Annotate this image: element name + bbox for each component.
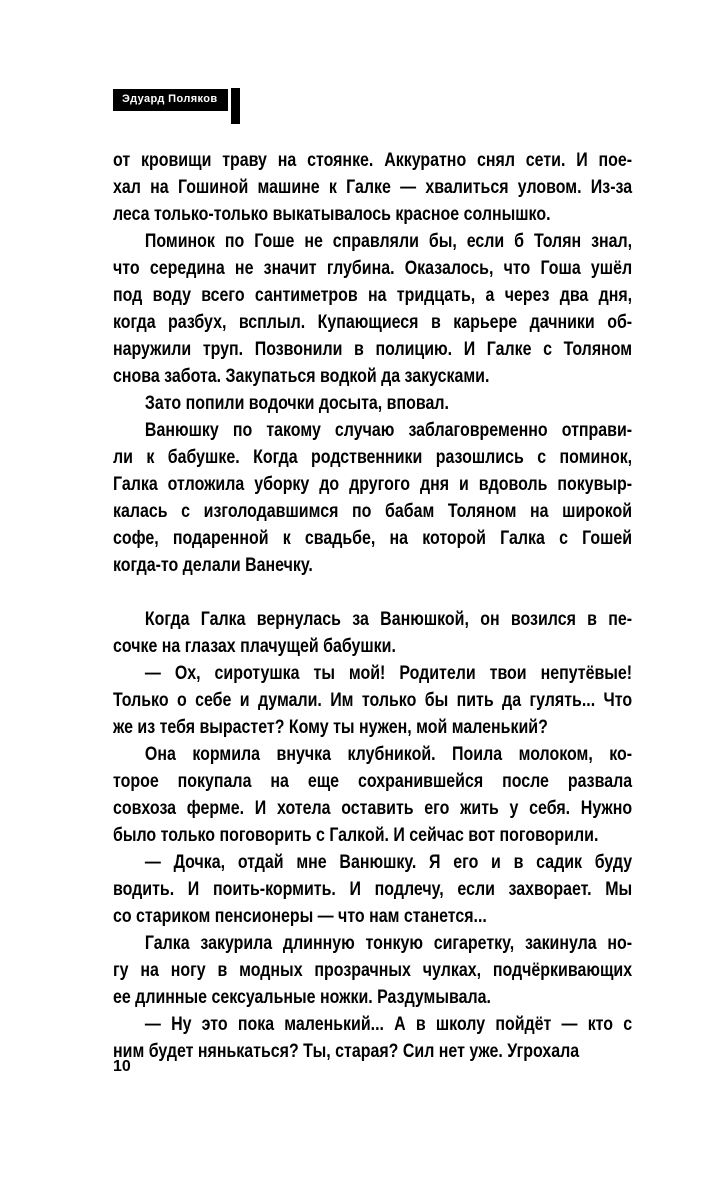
text-line: под воду всего сантиметров на тридцать, а через два дня, xyxy=(113,285,633,306)
text-line: Она кормила внучка клубникой. Поила молоком, ко- xyxy=(144,744,633,765)
paragraph xyxy=(113,1011,632,1065)
text-line: Ванюшку по такому случаю заблаговременно отправи- xyxy=(144,420,633,441)
text-line: когда-то делали Ванечку. xyxy=(113,555,313,576)
text-line: ним будет нянькаться? Ты, старая? Сил нет уже. Угрохала xyxy=(113,1041,580,1062)
text-line: ее длинные сексуальные ножки. Раздумывала. xyxy=(113,987,491,1008)
text-line: наружили труп. Позвонили в полицию. И Галке с Толяном xyxy=(113,339,633,360)
text-line: водить. И поить-кормить. И подлечу, если захворает. Мы xyxy=(113,879,633,900)
text-line: Галка отложила уборку до другого дня и вдоволь покувыр- xyxy=(113,474,633,495)
author-name: Эдуард Поляков xyxy=(113,89,228,111)
page-text xyxy=(113,147,632,1065)
text-line: Только о себе и думали. Им только бы пить да гулять... Что xyxy=(113,690,633,711)
text-line: Зато попили водочки досыта, вповал. xyxy=(144,393,449,414)
text-line: Галка закурила длинную тонкую сигаретку, закинула но- xyxy=(144,933,633,954)
paragraphs-container xyxy=(113,147,632,1065)
paragraph xyxy=(113,930,632,1011)
text-line: сочке на глазах плачущей бабушки. xyxy=(113,636,396,657)
text-line: леса только-только выкатывалось красное солнышко. xyxy=(113,204,551,225)
text-line: калась с изголодавшимся по бабам Толяном на широкой xyxy=(113,501,633,522)
paragraph xyxy=(113,606,632,660)
text-line: снова забота. Закупаться водкой да закусками. xyxy=(113,366,490,387)
author-header xyxy=(113,89,240,124)
page-number: 10 xyxy=(113,1058,131,1075)
text-line: ли к бабушке. Когда родственники разошлись с поминок, xyxy=(113,447,633,468)
paragraph xyxy=(113,741,632,849)
text-line: Поминок по Гоше не справляли бы, если б Толян знал, xyxy=(144,231,633,252)
text-line: совхоза ферме. И хотела оставить его жить у себя. Нужно xyxy=(113,798,633,819)
text-line: — Ох, сиротушка ты мой! Родители твои непутёвые! xyxy=(144,663,633,684)
text-line: торое покупала на еще сохранившейся после развала xyxy=(113,771,633,792)
text-line: от кровищи траву на стоянке. Аккуратно снял сети. И пое- xyxy=(113,150,633,171)
paragraph xyxy=(113,390,632,417)
text-line: же из тебя вырастет? Кому ты нужен, мой маленький? xyxy=(113,717,548,738)
text-line: когда разбух, всплыл. Купающиеся в карьере дачники об- xyxy=(113,312,633,333)
text-line: гу на ногу в модных прозрачных чулках, подчёркивающих xyxy=(113,960,633,981)
paragraph xyxy=(113,147,632,228)
text-line: Когда Галка вернулась за Ванюшкой, он возился в пе- xyxy=(144,609,633,630)
paragraph xyxy=(113,849,632,930)
paragraph xyxy=(113,660,632,741)
text-line: софе, подаренной к свадьбе, на которой Галка с Гошей xyxy=(113,528,633,549)
text-line: со стариком пенсионеры — что нам станется... xyxy=(113,906,487,927)
text-line: — Ну это пока маленький... А в школу пойдёт — кто с xyxy=(144,1014,633,1035)
text-line: было только поговорить с Галкой. И сейчас вот поговорили. xyxy=(113,825,599,846)
paragraph xyxy=(113,417,632,579)
paragraph xyxy=(113,228,632,390)
text-line: хал на Гошиной машине к Галке — хвалиться уловом. Из-за xyxy=(113,177,633,198)
text-line: что середина не значит глубина. Оказалось, что Гоша ушёл xyxy=(113,258,633,279)
text-line: — Дочка, отдай мне Ванюшку. Я его и в садик буду xyxy=(144,852,633,873)
header-bar-decoration xyxy=(231,88,240,124)
